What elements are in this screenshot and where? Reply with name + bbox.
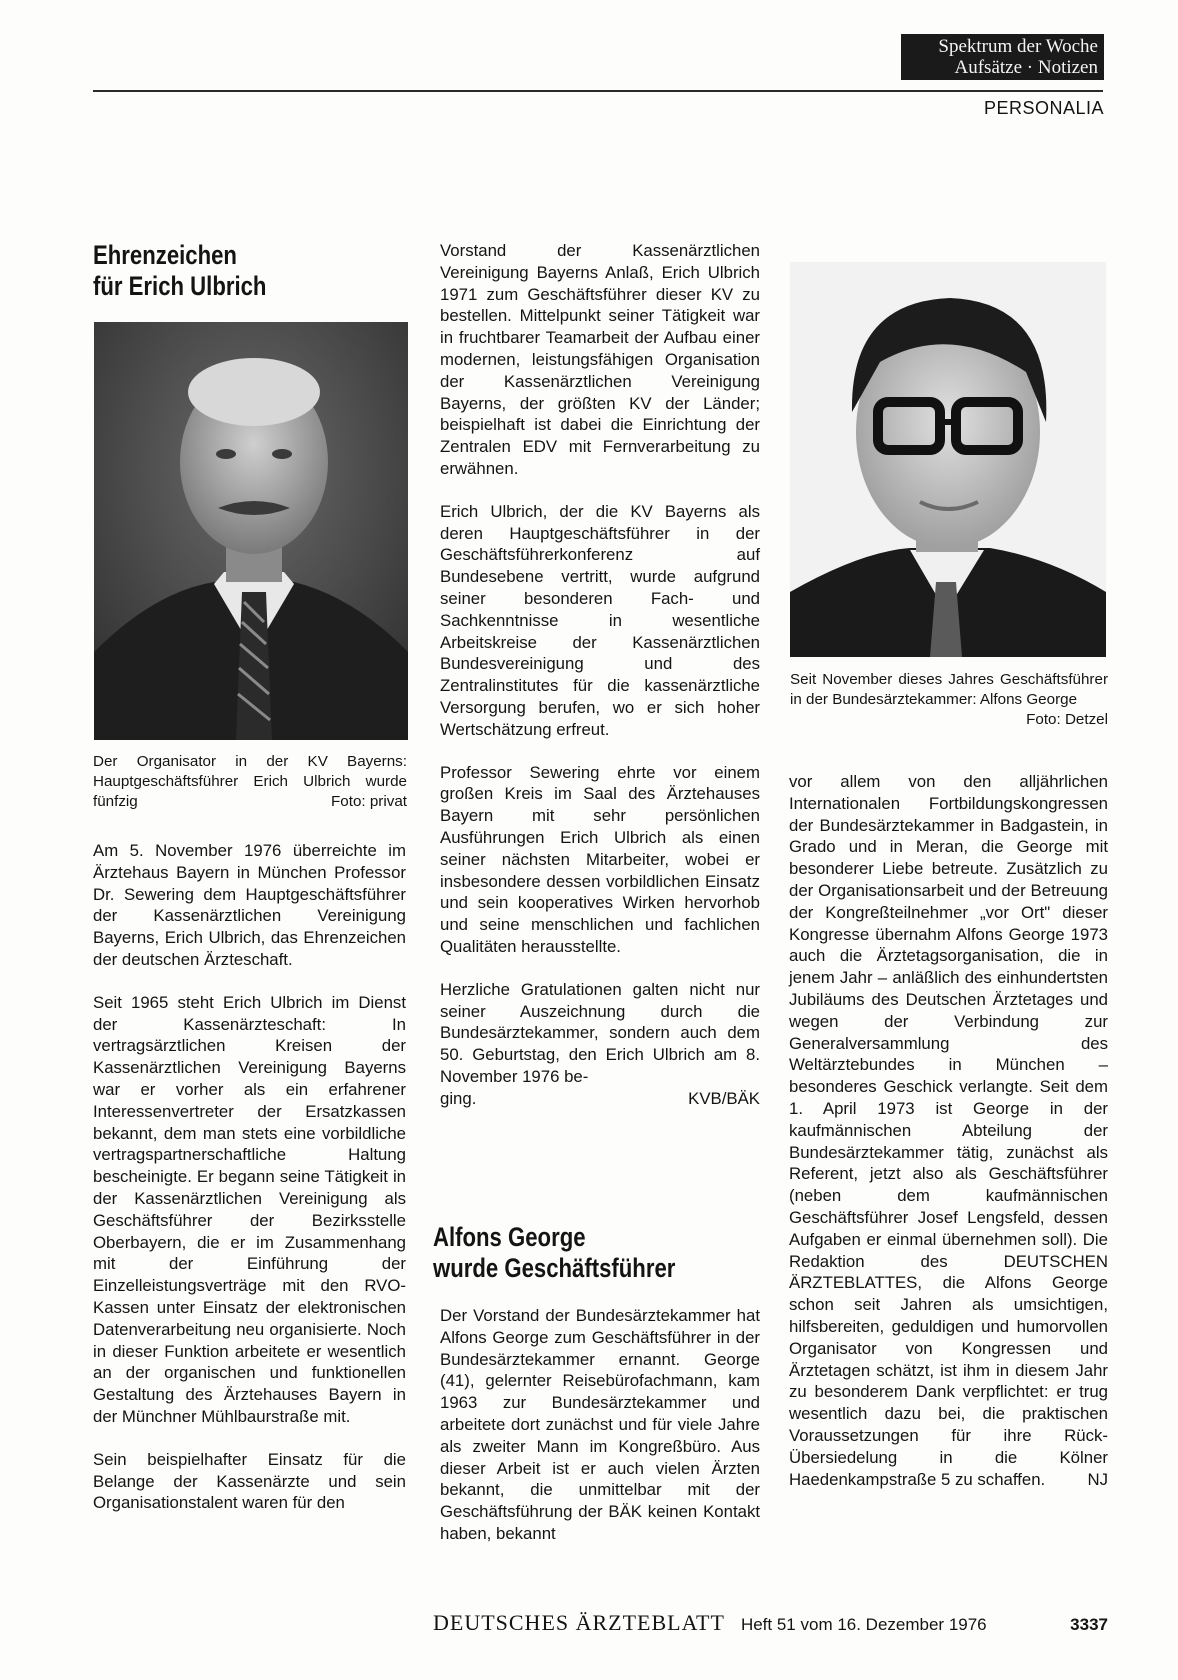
portrait-photo-ulbrich [94,322,408,740]
article2-headline-line-2: wurde Geschäftsführer [433,1253,676,1283]
photo-caption-ulbrich [93,752,407,812]
paragraph: Seit 1965 steht Erich Ulbrich im Dienst der Kassenärzteschaft: In vertragsärztlichen Kreisen der Kassenärztlichen Vereinigung Bayerns war er vorher als ein erfahrener Interessenvertreter der Ersatzkassen bekannt, dem man stets eine vorbildliche vertragspartnerschaftliche Haltung bescheinigte. Er begann seine Tätigkeit in der Kassenärztlichen Vereinigung als Geschäftsführer der Bezirksstelle Oberbayern, die er im Zusammenhang mit der Einführung der Einzelleistungsverträge mit den RVO-Kassen unter Einsatz der elektronischen Datenverarbeitung neu organisierte. Noch in dieser Funktion arbeitete er wesentlich an der organischen und funktionellen Gestaltung des Ärztehauses Bayern in der Münchner Mühlbaurstraße mit. [93,992,406,1426]
section-header-box [901,34,1104,80]
article1-headline [93,240,266,302]
closing-signature-line [440,1088,760,1110]
closing-text: Herzliche Gratulationen galten nicht nur seiner Auszeichnung durch die Bundesärztekammer, sondern auch dem 50. Geburtstag, den Erich Ulbrich am 8. November 1976 be- [440,979,760,1086]
portrait-george-image [790,262,1106,657]
portrait-ulbrich-image [94,322,408,740]
issue-info: Heft 51 vom 16. Dezember 1976 [740,1615,987,1634]
article1-headline-line-2: für Erich Ulbrich [93,271,267,301]
caption-text: Der Organisator in der KV Bayerns: Hauptgeschäftsführer Erich Ulbrich wurde fünfzig [93,753,407,810]
paragraph: Der Vorstand der Bundesärztekammer hat Alfons George zum Geschäftsführer in der Bundesärztekammer ernannt. George (41), gelernter Reisebürofachmann, kam 1963 zur Bundesärztekammer und arbeitete dort zunächst und für viele Jahre als zweiter Mann im Kongreßbüro. Aus dieser Arbeit ist er auch vielen Ärzten bekannt, die unmittelbar mit der Geschäftsführung der BÄK keinen Kontakt haben, bekannt [440,1306,760,1543]
publication-name: DEUTSCHES ÄRZTEBLATT [433,1610,725,1635]
caption-text: Seit November dieses Jahres Geschäftsführer in der Bundesärztekammer: Alfons George [790,671,1108,708]
article1-body-column-2 [440,240,760,1109]
photo-caption-george [790,670,1108,730]
section-label: PERSONALIA [983,98,1104,118]
portrait-photo-george [790,262,1106,657]
paragraph: Vorstand der Kassenärztlichen Vereinigung Bayerns Anlaß, Erich Ulbrich 1971 zum Geschäftsführer dieser KV zu bestellen. Mittelpunkt seiner Tätigkeit war in fruchtbarer Teamarbeit der Aufbau einer modernen, leistungsfähigen Organisation der Kassenärztlichen Vereinigung Bayerns, der größten KV der Länder; beispielhaft ist dabei die Einrichtung der Zentralen EDV mit Fernverarbeitung zu erwähnen. [440,241,760,478]
header-box-line-1: Spektrum der Woche [938,36,1098,57]
paragraph [789,771,1108,1490]
header-box-line-2: Aufsätze · Notizen [954,57,1098,78]
paragraph-text: vor allem von den alljährlichen Internationalen Fortbildungskongressen der Bundesärztekammer in Badgastein, in Grado und in Meran, die George mit besonderer Liebe betreute. Zusätzlich zu der Organisationsarbeit und der Betreuung der Kongreßteilnehmer „vor Ort" dieser Kongresse übernahm Alfons George 1973 auch die Ärztetagsorganisation, die in jenem Jahr – anläßlich des einhundertsten Jubiläums des Deutschen Ärztetages und wegen der Verbindung zur Generalversammlung des Weltärztebundes in München – besonderes Geschick verlangte. Seit dem 1. April 1973 ist George in der kaufmännischen Abteilung der Bundesärztekammer tätig, zunächst als Referent, jetzt also als Geschäftsführer (neben dem kaufmännischen Geschäftsführer Josef Lengsfeld, dessen Aufgaben er einmal übernehmen soll). Die Redaktion des DEUTSCHEN ÄRZTEBLATTES, die Alfons George schon seit Jahren als umsichtigen, hilfsbereiten, geduldigen und humorvollen Organisator von Kongressen und Ärztetagen schätzt, ist ihm in diesem Jahr zu besonderem Dank verpflichtet: er trug wesentlich dazu bei, die praktischen Voraussetzungen für ihre Rück-Übersiedelung in die Kölner Haedenkampstraße 5 zu schaffen. [789,772,1108,1489]
page-number: 3337 [1070,1615,1108,1634]
article2-headline [433,1222,675,1284]
article2-headline-line-1: Alfons George [433,1222,586,1252]
article1-body-column-1 [93,840,406,1535]
article2-body-column-3 [789,771,1108,1490]
header-rule [93,90,1103,92]
article1-headline-line-1: Ehrenzeichen [93,240,237,270]
author-signature: KVB/BÄK [688,1088,760,1108]
photo-credit: Foto: privat [331,793,407,810]
photo-credit: Foto: Detzel [1026,711,1108,728]
page-footer [433,1610,1108,1636]
paragraph: Sein beispielhafter Einsatz für die Belange der Kassenärzte und sein Organisationstalent waren für den [93,1449,406,1513]
author-signature: NJ [1087,1469,1108,1489]
closing-paragraph [440,979,760,1088]
paragraph: Professor Sewering ehrte vor einem großen Kreis im Saal des Ärztehauses Bayern mit sehr persönlichen Ausführungen Erich Ulbrich als einen seiner nächsten Mitarbeiter, wobei er insbesondere dessen vorbildlichen Einsatz und sein kooperatives Wirken hervorhob und seine menschlichen und fachlichen Qualitäten herausstellte. [440,762,760,956]
closing-last-word: ging. [440,1088,477,1108]
paragraph: Erich Ulbrich, der die KV Bayerns als deren Hauptgeschäftsführer in der Geschäftsführerkonferenz auf Bundesebene vertritt, wurde aufgrund seiner besonderen Fach- und Sachkenntnisse in wesentliche Arbeitskreise der Kassenärztlichen Bundesvereinigung und des Zentralinstitutes für die kassenärztliche Versorgung berufen, wo er sich hoher Wertschätzung erfreut. [440,501,760,739]
article2-body-column-2 [440,1305,760,1545]
paragraph: Am 5. November 1976 überreichte im Ärztehaus Bayern in München Professor Dr. Sewering dem Hauptgeschäftsführer der Kassenärztlichen Vereinigung Bayerns, Erich Ulbrich, das Ehrenzeichen der deutschen Ärzteschaft. [93,841,406,969]
